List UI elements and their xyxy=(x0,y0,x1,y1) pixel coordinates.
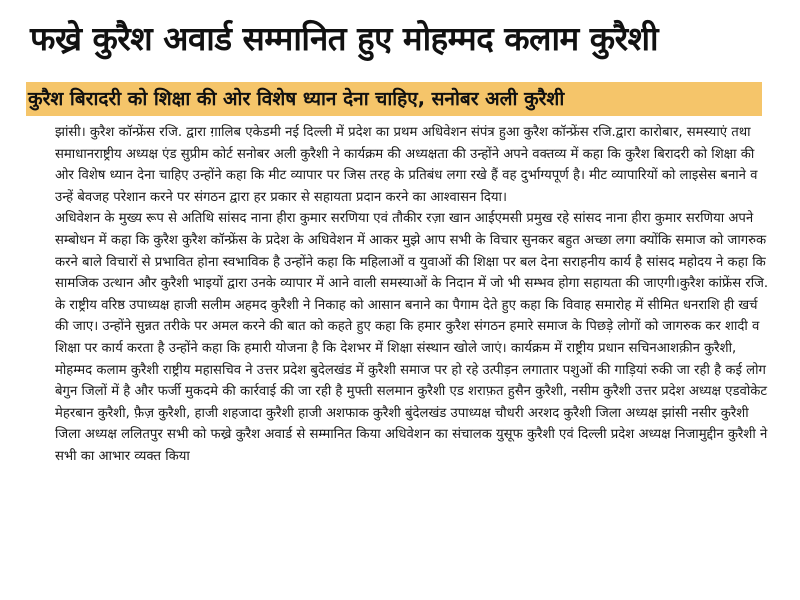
article-paragraph-1: झांसी। कुरैश कॉन्फ्रेंस रजि. द्वारा ग़ालिब एकेडमी नई दिल्ली में प्रदेश का प्रथम अधिवेशन संपंत्र हुआ कुरैश कॉन्फ्रेंस रजि.द्वारा कारोबार, समस्याएं तथा समाधानराष्ट्रीय अध्यक्ष एंड सुप्रीम कोर्ट सनोबर अली कुरैशी ने कार्यक्रम की अध्यक्षता की उन्होंने अपने वक्तव्य में कहा कि कुरैश बिरादरी को शिक्षा की ओर विशेष ध्यान देना चाहिए उन्होंने कहा कि मीट व्यापार पर जिस तरह के प्रतिबंध लगा रखे हैं वह दुर्भाग्यपूर्ण है। मीट व्यापारियों को लाइसेस बनाने व उन्हें बेवजह परेशान करने पर संगठन द्वारा हर प्रकार से सहायता प्रदान करने का आश्वासन दिया। xyxy=(55,125,758,205)
article-body xyxy=(55,122,773,468)
subheadline: कुरैश बिरादरी को शिक्षा की ओर विशेष ध्यान देना चाहिए, सनोबर अली कुरैशी xyxy=(28,88,565,110)
headline: फख्रे कुरैश अवार्ड सम्मानित हुए मोहम्मद कलाम कुरैशी xyxy=(30,19,659,58)
article-paragraph-2: अधिवेशन के मुख्य रूप से अतिथि सांसद नाना हीरा कुमार सरणिया एवं तौकीर रज़ा खान आईएमसी प्रमुख रहे सांसद नाना हीरा कुमार सरणिया अपने सम्बोधन में कहा कि कुरैश कुरैश कॉन्फ्रेंस के प्रदेश के अधिवेशन में आकर मुझे आप सभी के विचार सुनकर बहुत अच्छा लगा क्योंकि समाज को जागरुक करने बाले विचारों से प्रभावित होना स्वभाविक है उन्होंने कहा कि महिलाओं व युवाओं की शिक्षा पर बल देना सराहनीय कार्य है सांसद महोदय ने कहा कि सामजिक उत्थान और कुरैशी भाइयों द्वारा उनके व्यापार में आने वाली समस्याओं के निदान में जो भी सम्भव होगा सहायता की जाएगी।कुरैश कांफ्रेंस रजि. के राष्ट्रीय वरिष्ठ उपाध्यक्ष हाजी सलीम अहमद कुरैशी ने निकाह को आसान बनाने का पैगाम देते हुए कहा कि विवाह समारोह में सीमित धनराशि ही खर्च की जाए। उन्होंने सुन्नत तरीके पर अमल करने की बात को कहते हुए कहा कि हमार कुरैश संगठन हमारे समाज के पिछड़े लोगों को जागरुक कर शादी व शिक्षा पर कार्य करता है उन्होंने कहा कि हमारी योजना है कि देशभर में शिक्षा संस्थान खोले जाएं। कार्यक्रम में राष्ट्रीय प्रधान सचिनआशक़ीन कुरैशी, मोहम्मद कलाम कुरैशी राष्ट्रीय महासचिव ने उत्तर प्रदेश बुदेलखंड में कुरैशी समाज पर हो रहे उत्पीड़न लगातार पशुओं की गाड़ियां रुकी जा रही है कई लोग बेगुन जिलों में है और फर्जी मुकदमे की कार्रवाई की जा रही है मुफ्ती सलमान कुरैशी एड शराफ़त हुसैन कुरैशी, नसीम कुरैशी उत्तर प्रदेश अध्यक्ष एडवोकेट मेहरबान कुरैशी, फ़ैज़ कुरैशी, हाजी शहजादा कुरैशी हाजी अशफाक कुरैशी बुंदेलखंड उपाध्यक्ष चौधरी अरशद कुरैशी जिला अध्यक्ष झांसी नसीर कुरैशी जिला अध्यक्ष ललितपुर सभी को फख्रे कुरैश अवार्ड से सम्मानित किया अधिवेशन का संचालक युसूफ कुरैशी एवं दिल्ली प्रदेश अध्यक्ष निजामुद्दीन कुरैशी ने सभी का आभार व्यक्त किया xyxy=(55,211,769,464)
